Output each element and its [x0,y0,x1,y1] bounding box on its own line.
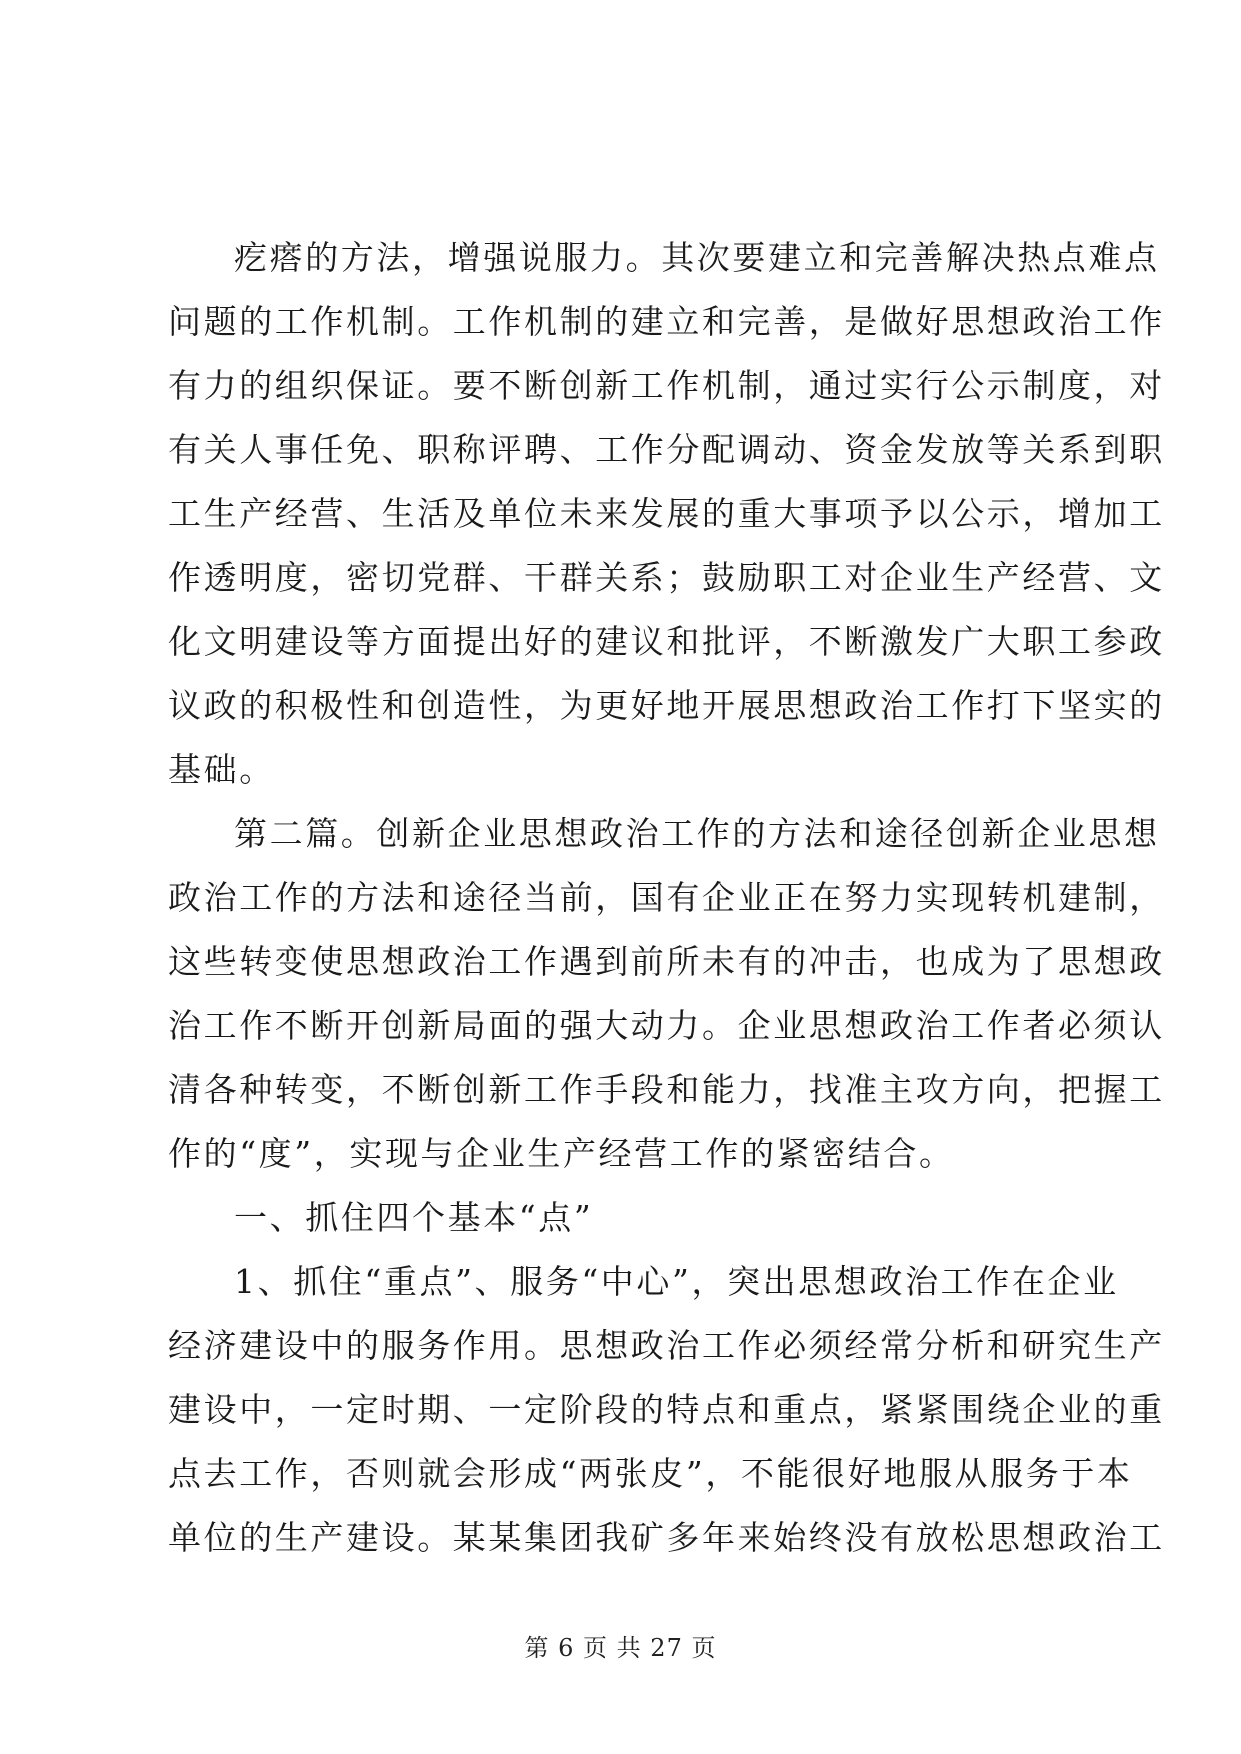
text-line: 单位的生产建设。某某集团我矿多年来始终没有放松思想政治工 [168,1518,1165,1557]
text-line: 有力的组织保证。要不断创新工作机制，通过实行公示制度，对 [168,366,1165,405]
text-line: 点去工作，否则就会形成“两张皮”，不能很好地服从服务于本 [168,1454,1133,1493]
text-line: 化文明建设等方面提出好的建议和批评，不断激发广大职工参政 [168,622,1165,661]
text-line: 建设中，一定时期、一定阶段的特点和重点，紧紧围绕企业的重 [168,1390,1165,1429]
text-line: 工生产经营、生活及单位未来发展的重大事项予以公示，增加工 [168,494,1165,533]
document-body [168,226,1165,1570]
text-line: 有关人事任免、职称评聘、工作分配调动、资金发放等关系到职 [168,430,1165,469]
text-line: 作透明度，密切党群、干群关系；鼓励职工对企业生产经营、文 [168,558,1165,597]
text-line: 1、抓住“重点”、服务“中心”，突出思想政治工作在企业 [234,1262,1119,1301]
text-line: 治工作不断开创新局面的强大动力。企业思想政治工作者必须认 [168,1006,1165,1045]
paragraph-point-one [168,1250,1165,1570]
page-number-footer: 第 6 页 共 27 页 [524,1634,717,1662]
heading-line: 一、抓住四个基本“点” [234,1198,594,1237]
text-line: 第二篇。创新企业思想政治工作的方法和途径创新企业思想 [234,814,1160,853]
text-line: 这些转变使思想政治工作遇到前所未有的冲击，也成为了思想政 [168,942,1165,981]
text-line: 政治工作的方法和途径当前，国有企业正在努力实现转机建制， [168,878,1165,917]
text-line: 基础。 [168,750,275,789]
text-line: 清各种转变，不断创新工作手段和能力，找准主攻方向，把握工 [168,1070,1165,1109]
paragraph-continuation [168,226,1165,802]
paragraph-section-two [168,802,1165,1186]
section-heading-one [168,1186,1078,1250]
text-line: 疙瘩的方法，增强说服力。其次要建立和完善解决热点难点 [234,238,1160,277]
text-line: 问题的工作机制。工作机制的建立和完善，是做好思想政治工作 [168,302,1165,341]
text-line: 议政的积极性和创造性，为更好地开展思想政治工作打下坚实的 [168,686,1165,725]
text-line: 经济建设中的服务作用。思想政治工作必须经常分析和研究生产 [168,1326,1165,1365]
text-line: 作的“度”，实现与企业生产经营工作的紧密结合。 [168,1134,955,1173]
